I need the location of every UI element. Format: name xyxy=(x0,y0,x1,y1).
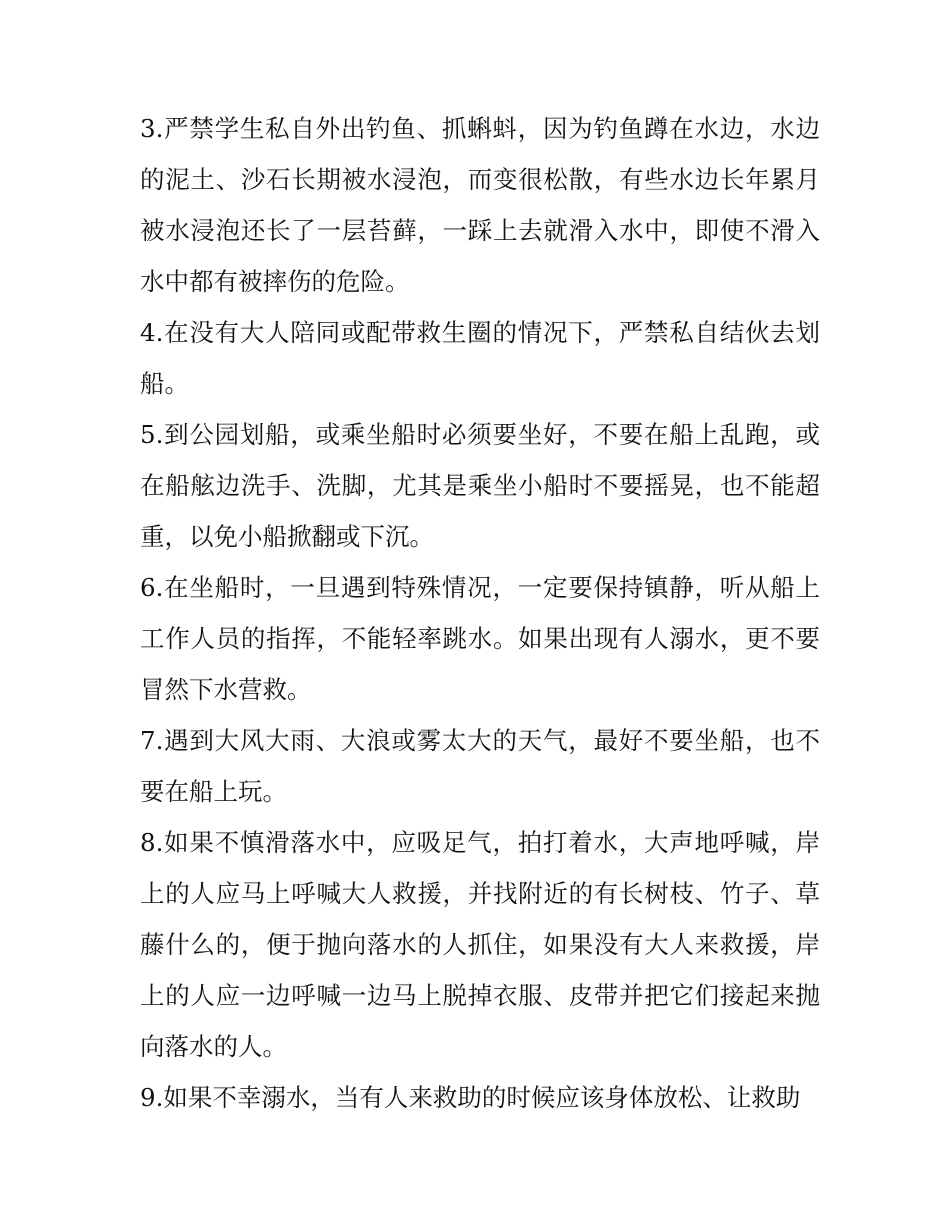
safety-rule-5: 5.到公园划船，或乘坐船时必须要坐好，不要在船上乱跑，或在船舷边洗手、洗脚，尤其是乘坐小船时不要摇晃，也不能超重，以免小船掀翻或下沉。 xyxy=(140,420,820,551)
safety-rule-4: 4.在没有大人陪同或配带救生圈的情况下，严禁私自结伙去划船。 xyxy=(140,318,820,398)
safety-rule-9: 9.如果不幸溺水，当有人来救助的时候应该身体放松、让救助 xyxy=(140,1083,801,1112)
safety-rule-8: 8.如果不慎滑落水中，应吸足气，拍打着水，大声地呼喊，岸上的人应马上呼喊大人救援，并找附近的有长树枝、竹子、草藤什么的，便于抛向落水的人抓住，如果没有大人来救援，岸上的人应一边呼喊一边马上脱掉衣服、皮带并把它们接起来抛向落水的人。 xyxy=(140,828,820,1061)
safety-rule-6: 6.在坐船时，一旦遇到特殊情况，一定要保持镇静，听从船上工作人员的指挥，不能轻率跳水。如果出现有人溺水，更不要冒然下水营救。 xyxy=(140,573,820,704)
document-body xyxy=(140,103,820,1123)
safety-rule-7: 7.遇到大风大雨、大浪或雾太大的天气，最好不要坐船，也不要在船上玩。 xyxy=(140,726,820,806)
safety-rule-3: 3.严禁学生私自外出钓鱼、抓蝌蚪，因为钓鱼蹲在水边，水边的泥土、沙石长期被水浸泡，而变很松散，有些水边长年累月被水浸泡还长了一层苔藓，一踩上去就滑入水中，即使不滑入水中都有被摔伤的危险。 xyxy=(140,114,820,296)
